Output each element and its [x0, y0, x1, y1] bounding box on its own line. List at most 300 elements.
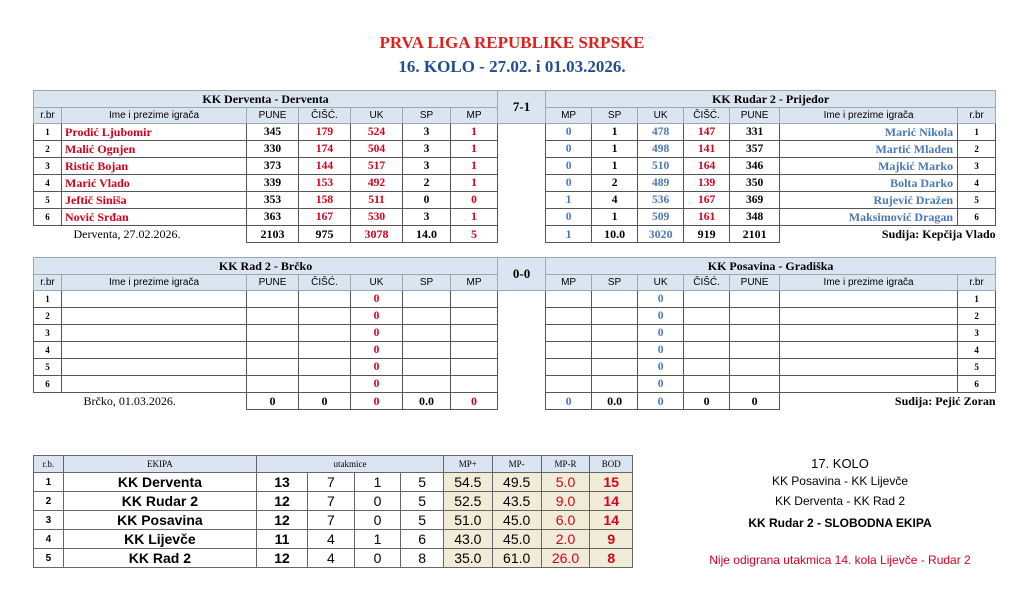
- away-player-name: Majkić Marko: [780, 158, 958, 175]
- away-player-name: [780, 291, 958, 308]
- away-player-mp: 0: [546, 141, 592, 158]
- standings-played: 11: [257, 530, 308, 549]
- standings-mp-minus: 45.0: [492, 511, 541, 530]
- standings-mp-plus: 43.0: [443, 530, 492, 549]
- standings-row: [34, 530, 633, 549]
- home-player-pune: 330: [247, 141, 299, 158]
- away-player-mp: [546, 325, 592, 342]
- standings-points: 15: [590, 473, 633, 492]
- col-header: SP: [592, 275, 638, 291]
- standings-wins: 7: [307, 511, 354, 530]
- away-player-uk: 0: [638, 342, 684, 359]
- away-total-uk: 3020: [638, 226, 684, 243]
- away-player-name: Marić Nikola: [780, 124, 958, 141]
- score-gap: [498, 158, 546, 175]
- home-player-name: Marić Vlado: [62, 175, 247, 192]
- away-player-cisc: 147: [684, 124, 730, 141]
- standings-mp-r: 26.0: [541, 549, 590, 568]
- home-player-uk: 0: [351, 376, 403, 393]
- home-player-cisc: 153: [299, 175, 351, 192]
- standings-losses: 5: [401, 473, 443, 492]
- standings-header-mp-r: MP-R: [541, 456, 590, 473]
- home-player-sp: 3: [403, 124, 451, 141]
- away-total-cisc: 919: [684, 226, 730, 243]
- away-player-rb: 1: [958, 291, 996, 308]
- home-player-rb: 1: [34, 124, 62, 141]
- home-player-mp: 1: [451, 124, 498, 141]
- standings-played: 12: [257, 511, 308, 530]
- standings-points: 14: [590, 511, 633, 530]
- home-player-pune: [247, 308, 299, 325]
- home-player-uk: 524: [351, 124, 403, 141]
- standings-draws: 0: [354, 549, 401, 568]
- home-player-sp: 3: [403, 158, 451, 175]
- home-player-cisc: 179: [299, 124, 351, 141]
- referee: Sudija: Pejić Zoran: [894, 393, 996, 408]
- home-player-uk: 530: [351, 209, 403, 226]
- standings-rank: 2: [34, 492, 64, 511]
- home-player-uk: 511: [351, 192, 403, 209]
- home-player-rb: 3: [34, 325, 62, 342]
- away-player-cisc: [684, 325, 730, 342]
- away-total-pune: 0: [730, 393, 780, 410]
- away-team-name: KK Rudar 2 - Prijedor: [546, 91, 996, 108]
- standings-mp-r: 6.0: [541, 511, 590, 530]
- home-player-rb: 6: [34, 376, 62, 393]
- col-header: MP: [546, 275, 592, 291]
- away-player-uk: 510: [638, 158, 684, 175]
- home-player-pune: 345: [247, 124, 299, 141]
- home-player-sp: [403, 359, 451, 376]
- away-player-name: [780, 342, 958, 359]
- home-player-rb: 3: [34, 158, 62, 175]
- home-player-cisc: [299, 308, 351, 325]
- home-player-sp: 3: [403, 141, 451, 158]
- away-player-rb: 3: [958, 158, 996, 175]
- standings-points: 8: [590, 549, 633, 568]
- next-round-title: 17. KOLO: [811, 456, 869, 471]
- col-header: PUNE: [730, 108, 780, 124]
- away-player-mp: 0: [546, 209, 592, 226]
- home-player-rb: 2: [34, 308, 62, 325]
- away-player-pune: [730, 359, 780, 376]
- player-row: [34, 325, 996, 342]
- standings-rank: 1: [34, 473, 64, 492]
- home-player-mp: [451, 325, 498, 342]
- away-player-uk: 536: [638, 192, 684, 209]
- home-player-name: [62, 325, 247, 342]
- away-player-mp: 0: [546, 158, 592, 175]
- away-player-name: [780, 359, 958, 376]
- league-title: PRVA LIGA REPUBLIKE SRPSKE: [379, 33, 645, 52]
- col-header: Ime i prezime igrača: [780, 275, 958, 291]
- score-gap: [498, 291, 546, 308]
- away-player-sp: 1: [592, 158, 638, 175]
- match-score: 7-1: [498, 91, 546, 124]
- away-player-mp: 1: [546, 192, 592, 209]
- standings-rank: 3: [34, 511, 64, 530]
- away-player-mp: [546, 342, 592, 359]
- standings-wins: 4: [307, 549, 354, 568]
- home-player-pune: 363: [247, 209, 299, 226]
- next-round-match-2: KK Derventa - KK Rad 2: [774, 494, 906, 508]
- home-player-rb: 2: [34, 141, 62, 158]
- col-header: SP: [403, 275, 451, 291]
- standings-row: [34, 473, 633, 492]
- home-player-name: Malić Ognjen: [62, 141, 247, 158]
- away-player-rb: 2: [958, 141, 996, 158]
- home-total-mp: 0: [451, 393, 498, 410]
- col-header: ČIŠĆ.: [684, 108, 730, 124]
- standings-draws: 0: [354, 511, 401, 530]
- standings-wins: 4: [307, 530, 354, 549]
- away-total-mp: 0: [546, 393, 592, 410]
- home-player-cisc: 174: [299, 141, 351, 158]
- home-player-rb: 1: [34, 291, 62, 308]
- standings-mp-r: 2.0: [541, 530, 590, 549]
- away-team-name: KK Posavina - Gradiška: [546, 258, 996, 275]
- away-player-name: Rujević Dražen: [780, 192, 958, 209]
- standings-header-mp-plus: MP+: [443, 456, 492, 473]
- score-gap: [498, 175, 546, 192]
- home-player-name: Ristić Bojan: [62, 158, 247, 175]
- away-player-name: [780, 325, 958, 342]
- home-team-name: KK Rad 2 - Brčko: [34, 258, 498, 275]
- standings-mp-minus: 61.0: [492, 549, 541, 568]
- col-header: PUNE: [247, 275, 299, 291]
- score-gap: [498, 141, 546, 158]
- referee: Sudija: Kepčija Vlado: [881, 226, 996, 241]
- away-player-rb: 4: [958, 342, 996, 359]
- home-player-name: [62, 291, 247, 308]
- home-player-uk: 0: [351, 291, 403, 308]
- round-title: 16. KOLO - 27.02. i 01.03.2026.: [398, 57, 626, 76]
- place-date: Brčko, 01.03.2026.: [83, 393, 176, 408]
- away-player-cisc: [684, 376, 730, 393]
- away-player-mp: [546, 291, 592, 308]
- home-player-rb: 5: [34, 192, 62, 209]
- col-header: Ime i prezime igrača: [62, 275, 247, 291]
- away-player-pune: 331: [730, 124, 780, 141]
- home-player-cisc: 167: [299, 209, 351, 226]
- home-player-sp: [403, 308, 451, 325]
- next-round-match-1: KK Posavina - KK Lijevče: [771, 474, 909, 488]
- standings-team: KK Lijevče: [63, 530, 256, 549]
- away-total-uk: 0: [638, 393, 684, 410]
- match-2-table: [33, 257, 996, 410]
- col-header: UK: [638, 275, 684, 291]
- away-player-pune: 348: [730, 209, 780, 226]
- home-player-sp: 0: [403, 192, 451, 209]
- away-player-uk: 498: [638, 141, 684, 158]
- col-header: UK: [351, 108, 403, 124]
- home-player-mp: [451, 308, 498, 325]
- standings-losses: 5: [401, 511, 443, 530]
- standings-team: KK Rudar 2: [63, 492, 256, 511]
- away-player-pune: [730, 376, 780, 393]
- player-row: [34, 141, 996, 158]
- score-gap: [498, 308, 546, 325]
- standings-played: 13: [257, 473, 308, 492]
- player-row: [34, 291, 996, 308]
- away-player-uk: 0: [638, 325, 684, 342]
- away-total-mp: 1: [546, 226, 592, 243]
- player-row: [34, 308, 996, 325]
- away-player-pune: 350: [730, 175, 780, 192]
- standings-played: 12: [257, 549, 308, 568]
- standings-draws: 0: [354, 492, 401, 511]
- home-player-uk: 504: [351, 141, 403, 158]
- col-header: UK: [638, 108, 684, 124]
- home-player-name: Jeftič Siniša: [62, 192, 247, 209]
- standings-team: KK Posavina: [63, 511, 256, 530]
- home-player-mp: [451, 342, 498, 359]
- standings-row: [34, 549, 633, 568]
- home-player-mp: 0: [451, 192, 498, 209]
- standings-mp-r: 5.0: [541, 473, 590, 492]
- col-header: ČIŠĆ.: [299, 275, 351, 291]
- away-player-pune: [730, 342, 780, 359]
- away-player-cisc: [684, 308, 730, 325]
- away-player-sp: [592, 325, 638, 342]
- col-header: r.br: [34, 108, 62, 124]
- home-player-cisc: 144: [299, 158, 351, 175]
- away-player-name: Martić Mladen: [780, 141, 958, 158]
- score-gap: [498, 359, 546, 376]
- standings-mp-plus: 52.5: [443, 492, 492, 511]
- home-player-rb: 5: [34, 359, 62, 376]
- standings-mp-plus: 54.5: [443, 473, 492, 492]
- away-player-rb: 1: [958, 124, 996, 141]
- away-player-sp: 1: [592, 141, 638, 158]
- away-player-cisc: 164: [684, 158, 730, 175]
- away-player-sp: 4: [592, 192, 638, 209]
- away-player-cisc: 139: [684, 175, 730, 192]
- home-total-uk: 0: [351, 393, 403, 410]
- col-header: ČIŠĆ.: [684, 275, 730, 291]
- home-player-name: [62, 342, 247, 359]
- away-player-mp: [546, 308, 592, 325]
- away-player-rb: 6: [958, 376, 996, 393]
- away-player-pune: 346: [730, 158, 780, 175]
- col-header: r.br: [958, 108, 996, 124]
- home-total-sp: 14.0: [403, 226, 451, 243]
- home-player-mp: [451, 359, 498, 376]
- away-player-mp: [546, 376, 592, 393]
- away-player-rb: 5: [958, 359, 996, 376]
- standings-mp-plus: 51.0: [443, 511, 492, 530]
- col-header: MP: [546, 108, 592, 124]
- home-player-pune: [247, 376, 299, 393]
- home-player-sp: 3: [403, 209, 451, 226]
- away-player-rb: 5: [958, 192, 996, 209]
- home-player-name: [62, 359, 247, 376]
- home-player-name: [62, 376, 247, 393]
- standings-draws: 1: [354, 530, 401, 549]
- away-player-cisc: 167: [684, 192, 730, 209]
- home-player-cisc: 158: [299, 192, 351, 209]
- home-total-pune: 0: [247, 393, 299, 410]
- away-player-sp: 1: [592, 209, 638, 226]
- standings-table: [33, 455, 633, 568]
- away-player-mp: 0: [546, 124, 592, 141]
- player-row: [34, 124, 996, 141]
- away-player-uk: 0: [638, 359, 684, 376]
- away-player-name: [780, 376, 958, 393]
- away-player-pune: [730, 308, 780, 325]
- standings-points: 9: [590, 530, 633, 549]
- away-player-sp: [592, 308, 638, 325]
- home-player-mp: 1: [451, 209, 498, 226]
- away-player-name: [780, 308, 958, 325]
- away-player-uk: 509: [638, 209, 684, 226]
- home-player-cisc: [299, 376, 351, 393]
- home-player-pune: [247, 342, 299, 359]
- away-player-mp: 0: [546, 175, 592, 192]
- away-player-name: Maksimović Dragan: [780, 209, 958, 226]
- col-header: r.br: [34, 275, 62, 291]
- home-total-pune: 2103: [247, 226, 299, 243]
- home-player-uk: 0: [351, 342, 403, 359]
- standings-header-rb: r.b.: [34, 456, 64, 473]
- home-player-cisc: [299, 325, 351, 342]
- home-player-rb: 6: [34, 209, 62, 226]
- col-header: Ime i prezime igrača: [780, 108, 958, 124]
- away-player-uk: 0: [638, 376, 684, 393]
- away-player-name: Bolta Darko: [780, 175, 958, 192]
- home-total-uk: 3078: [351, 226, 403, 243]
- away-player-mp: [546, 359, 592, 376]
- home-player-sp: [403, 342, 451, 359]
- standings-header-team: EKIPA: [63, 456, 256, 473]
- home-player-pune: [247, 359, 299, 376]
- home-player-uk: 0: [351, 359, 403, 376]
- standings-mp-plus: 35.0: [443, 549, 492, 568]
- standings-row: [34, 492, 633, 511]
- away-player-sp: [592, 291, 638, 308]
- col-header: SP: [592, 108, 638, 124]
- standings-header-mp-minus: MP-: [492, 456, 541, 473]
- standings-row: [34, 511, 633, 530]
- col-header: UK: [351, 275, 403, 291]
- col-header: Ime i prezime igrača: [62, 108, 247, 124]
- away-player-cisc: 161: [684, 209, 730, 226]
- standings-header-bod: BOD: [590, 456, 633, 473]
- away-player-uk: 0: [638, 291, 684, 308]
- away-total-sp: 10.0: [592, 226, 638, 243]
- home-player-pune: [247, 291, 299, 308]
- score-gap: [498, 325, 546, 342]
- home-player-uk: 517: [351, 158, 403, 175]
- player-row: [34, 192, 996, 209]
- standings-wins: 7: [307, 473, 354, 492]
- col-header: ČIŠĆ.: [299, 108, 351, 124]
- home-player-mp: [451, 376, 498, 393]
- standings-points: 14: [590, 492, 633, 511]
- home-player-mp: 1: [451, 175, 498, 192]
- home-player-uk: 492: [351, 175, 403, 192]
- away-player-uk: 489: [638, 175, 684, 192]
- home-player-pune: [247, 325, 299, 342]
- home-player-sp: [403, 325, 451, 342]
- home-player-rb: 4: [34, 342, 62, 359]
- player-row: [34, 342, 996, 359]
- home-player-cisc: [299, 342, 351, 359]
- home-player-name: Prodić Ljubomir: [62, 124, 247, 141]
- home-player-uk: 0: [351, 308, 403, 325]
- home-player-pune: 353: [247, 192, 299, 209]
- away-player-pune: 357: [730, 141, 780, 158]
- away-player-pune: [730, 291, 780, 308]
- player-row: [34, 376, 996, 393]
- away-total-cisc: 0: [684, 393, 730, 410]
- home-team-name: KK Derventa - Derventa: [34, 91, 498, 108]
- home-player-pune: 339: [247, 175, 299, 192]
- home-total-mp: 5: [451, 226, 498, 243]
- standings-draws: 1: [354, 473, 401, 492]
- home-player-pune: 373: [247, 158, 299, 175]
- away-player-rb: 4: [958, 175, 996, 192]
- score-gap: [498, 192, 546, 209]
- away-player-sp: [592, 342, 638, 359]
- away-player-sp: 1: [592, 124, 638, 141]
- away-player-cisc: [684, 342, 730, 359]
- unplayed-note: Nije odigrana utakmica 14. kola Lijevče - Rudar 2: [709, 553, 971, 567]
- home-total-cisc: 975: [299, 226, 351, 243]
- away-total-sp: 0.0: [592, 393, 638, 410]
- away-player-sp: [592, 359, 638, 376]
- standings-team: KK Derventa: [63, 473, 256, 492]
- standings-played: 12: [257, 492, 308, 511]
- home-player-rb: 4: [34, 175, 62, 192]
- home-player-name: Nović Srđan: [62, 209, 247, 226]
- standings-mp-minus: 45.0: [492, 530, 541, 549]
- away-player-cisc: [684, 291, 730, 308]
- score-gap: [498, 376, 546, 393]
- home-player-sp: [403, 376, 451, 393]
- standings-mp-r: 9.0: [541, 492, 590, 511]
- away-player-cisc: [684, 359, 730, 376]
- col-header: SP: [403, 108, 451, 124]
- home-player-mp: 1: [451, 141, 498, 158]
- away-player-sp: [592, 376, 638, 393]
- home-player-cisc: [299, 291, 351, 308]
- standings-rank: 5: [34, 549, 64, 568]
- standings-mp-minus: 43.5: [492, 492, 541, 511]
- player-row: [34, 359, 996, 376]
- score-gap: [498, 209, 546, 226]
- home-player-sp: 2: [403, 175, 451, 192]
- standings-losses: 6: [401, 530, 443, 549]
- away-player-pune: [730, 325, 780, 342]
- player-row: [34, 158, 996, 175]
- score-gap: [498, 342, 546, 359]
- away-player-uk: 0: [638, 308, 684, 325]
- match-1-table: [33, 90, 996, 243]
- away-player-rb: 3: [958, 325, 996, 342]
- standings-wins: 7: [307, 492, 354, 511]
- match-score: 0-0: [498, 258, 546, 291]
- away-player-uk: 478: [638, 124, 684, 141]
- standings-losses: 5: [401, 492, 443, 511]
- col-header: PUNE: [730, 275, 780, 291]
- home-total-sp: 0.0: [403, 393, 451, 410]
- col-header: MP: [451, 275, 498, 291]
- col-header: r.br: [958, 275, 996, 291]
- away-player-sp: 2: [592, 175, 638, 192]
- home-total-cisc: 0: [299, 393, 351, 410]
- col-header: PUNE: [247, 108, 299, 124]
